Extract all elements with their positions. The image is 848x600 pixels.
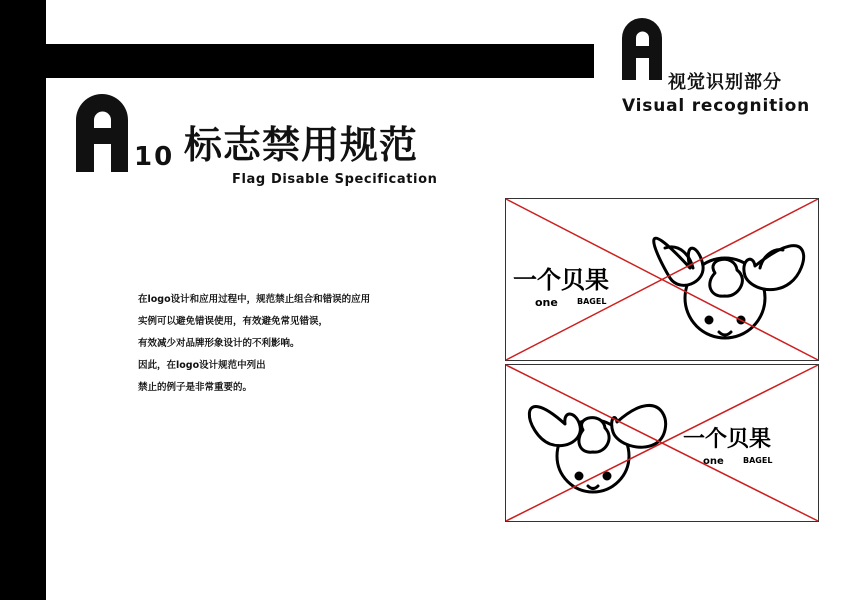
brand-a-glyph <box>622 18 664 80</box>
examples-svg <box>505 198 819 522</box>
logo-text-en-one: one <box>703 456 724 467</box>
body-paragraph <box>138 289 370 399</box>
disabled-example-2 <box>506 365 819 522</box>
logo-text-cn: 一个贝果 <box>513 266 609 294</box>
logo-text-en-one: one <box>535 296 558 309</box>
logo-text-en-bagel: BAGEL <box>577 297 607 306</box>
disabled-example-1 <box>506 199 819 361</box>
brand-title-en: Visual recognition <box>622 96 811 116</box>
body-line: 禁止的例子是非常重要的。 <box>138 382 253 393</box>
section-title-cn: 标志禁用规范 <box>184 123 419 167</box>
section-number: 10 <box>134 142 175 172</box>
section-title-en: Flag Disable Specification <box>232 172 438 187</box>
left-vertical-bar <box>0 0 46 600</box>
logo-text-en-bagel: BAGEL <box>743 456 773 465</box>
body-line: 有效减少对品牌形象设计的不利影响。 <box>138 338 300 349</box>
brand-title-cn: 视觉识别部分 <box>668 72 782 93</box>
body-line: 因此，在logo设计规范中列出 <box>138 360 266 371</box>
section-a-glyph <box>76 94 130 172</box>
brand-header <box>622 18 832 116</box>
logo-text-cn: 一个贝果 <box>683 427 772 452</box>
body-line: 在logo设计和应用过程中，规范禁止组合和错误的应用 <box>138 294 371 305</box>
body-line: 实例可以避免错误使用，有效避免常见错误， <box>138 316 329 327</box>
disabled-examples-panel <box>505 198 819 522</box>
top-horizontal-bar <box>46 44 594 78</box>
